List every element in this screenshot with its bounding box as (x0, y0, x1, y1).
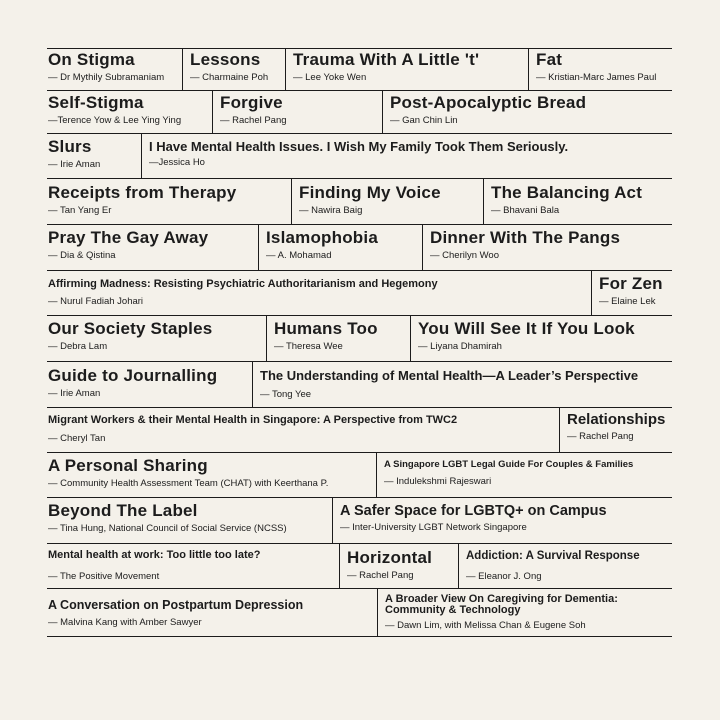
grid-row (47, 178, 672, 224)
essay-entry (458, 544, 672, 588)
essay-title: You Will See It If You Look (418, 319, 635, 338)
grid-row (47, 270, 672, 315)
essay-author: — Dr Mythily Subramaniam (48, 71, 165, 83)
essay-entry (47, 362, 252, 407)
grid-row (47, 133, 672, 178)
essay-author: — Eleanor J. Ong (466, 571, 542, 583)
essay-title: Slurs (48, 137, 92, 156)
essay-author: — Debra Lam (48, 340, 108, 352)
essay-author: — Community Health Assessment Team (CHAT) with Keerthana P. (48, 477, 329, 489)
essay-entry (182, 49, 285, 90)
essay-author: — Malvina Kang with Amber Sawyer (48, 617, 202, 629)
grid-row (47, 543, 672, 588)
grid-row (47, 407, 672, 452)
essay-title: A Broader View On Caregiving for Dementia: Community & Technology (385, 593, 618, 616)
grid-row (47, 588, 672, 637)
essay-author: — Dawn Lim, with Melissa Chan & Eugene Soh (385, 620, 586, 631)
essay-title: Horizontal (347, 548, 433, 567)
essay-title: The Balancing Act (491, 183, 643, 202)
essay-entry (382, 91, 672, 133)
essay-entry (591, 271, 672, 315)
essay-entry (377, 589, 672, 636)
essay-entry (47, 91, 212, 133)
essay-entry (483, 179, 672, 224)
essay-entry (528, 49, 672, 90)
essay-author: — Dia & Qistina (48, 249, 116, 261)
essay-author: — Nurul Fadiah Johari (48, 295, 144, 307)
essay-entry (47, 544, 339, 588)
essay-entry (47, 316, 266, 361)
grid-row (47, 361, 672, 407)
essay-entry (252, 362, 672, 407)
essay-entry (285, 49, 528, 90)
essay-author: —Jessica Ho (149, 156, 205, 168)
essay-title: On Stigma (48, 50, 135, 69)
essay-author: — Gan Chin Lin (390, 114, 458, 126)
essay-title: Mental health at work: Too little too late? (48, 549, 261, 561)
essay-entry (332, 498, 672, 543)
essay-title: Post-Apocalyptic Bread (390, 93, 587, 112)
essay-author: — Inter-University LGBT Network Singapore (340, 522, 527, 534)
grid-row (47, 48, 672, 90)
essay-entry (47, 589, 377, 636)
essay-title: Forgive (220, 93, 283, 112)
grid-row (47, 224, 672, 270)
essay-author: — Kristian-Marc James Paul (536, 71, 657, 83)
essay-author: — Cheryl Tan (48, 432, 106, 444)
essay-author: — Tan Yang Er (48, 204, 112, 216)
essay-entry (47, 134, 141, 178)
essay-entry (339, 544, 458, 588)
essay-entry (291, 179, 483, 224)
essay-entry (559, 408, 672, 452)
essay-author: — The Positive Movement (48, 570, 160, 582)
essay-title: A Conversation on Postpartum Depression (48, 598, 304, 612)
grid-row (47, 497, 672, 543)
essay-title: I Have Mental Health Issues. I Wish My Family Took Them Seriously. (149, 139, 569, 154)
essay-title: The Understanding of Mental Health—A Leader’s Perspective (260, 368, 639, 383)
essay-title: Guide to Journalling (48, 366, 218, 385)
essay-title: Islamophobia (266, 228, 378, 247)
essay-title: Receipts from Therapy (48, 183, 237, 202)
essay-title: Dinner With The Pangs (430, 228, 621, 247)
essay-title: Beyond The Label (48, 501, 198, 520)
essay-title: Self-Stigma (48, 93, 144, 112)
grid-row (47, 90, 672, 133)
essay-title: A Personal Sharing (48, 456, 208, 475)
essay-entry (47, 271, 591, 315)
essay-author: — Rachel Pang (347, 569, 414, 581)
essay-title: A Safer Space for LGBTQ+ on Campus (340, 503, 607, 519)
grid-row (47, 315, 672, 361)
essay-entry (410, 316, 672, 361)
essay-index-grid (47, 48, 672, 637)
essay-author: — Tina Hung, National Council of Social Service (NCSS) (48, 522, 287, 534)
essay-author: — Liyana Dhamirah (418, 340, 502, 352)
essay-title: Migrant Workers & their Mental Health in Singapore: A Perspective from TWC2 (48, 414, 458, 426)
essay-title: Affirming Madness: Resisting Psychiatric Authoritarianism and Hegemony (48, 278, 438, 290)
essay-entry (47, 49, 182, 90)
essay-author: —Terence Yow & Lee Ying Ying (48, 114, 182, 126)
essay-title: A Singapore LGBT Legal Guide For Couples & Families (384, 459, 634, 470)
essay-author: — Nawira Baig (299, 204, 363, 216)
essay-title: Finding My Voice (299, 183, 441, 202)
essay-entry (422, 225, 672, 270)
essay-title: Relationships (567, 411, 666, 428)
essay-author: — Charmaine Poh (190, 71, 269, 83)
essay-author: — Tong Yee (260, 388, 312, 400)
essay-author: — Rachel Pang (567, 430, 634, 442)
essay-author: — Indulekshmi Rajeswari (384, 475, 492, 487)
essay-entry (47, 453, 376, 497)
essay-entry (141, 134, 672, 178)
essay-author: — Elaine Lek (599, 295, 656, 307)
essay-title: Trauma With A Little 't' (293, 50, 480, 69)
grid-row (47, 452, 672, 497)
essay-entry (258, 225, 422, 270)
essay-title: Humans Too (274, 319, 378, 338)
essay-entry (47, 498, 332, 543)
essay-title: Lessons (190, 50, 261, 69)
essay-author: — Rachel Pang (220, 114, 287, 126)
essay-author: — A. Mohamad (266, 249, 332, 261)
essay-author: — Bhavani Bala (491, 204, 560, 216)
essay-author: — Lee Yoke Wen (293, 71, 367, 83)
essay-title: For Zen (599, 274, 663, 293)
essay-entry (376, 453, 672, 497)
essay-title: Our Society Staples (48, 319, 213, 338)
essay-entry (212, 91, 382, 133)
essay-title: Pray The Gay Away (48, 228, 209, 247)
essay-author: — Cherilyn Woo (430, 249, 499, 261)
essay-entry (47, 408, 559, 452)
essay-author: — Irie Aman (48, 387, 101, 399)
essay-author: — Irie Aman (48, 158, 101, 170)
essay-entry (47, 225, 258, 270)
essay-entry (47, 179, 291, 224)
essay-entry (266, 316, 410, 361)
essay-title: Addiction: A Survival Response (466, 550, 640, 562)
essay-author: — Theresa Wee (274, 340, 343, 352)
essay-title: Fat (536, 50, 563, 69)
